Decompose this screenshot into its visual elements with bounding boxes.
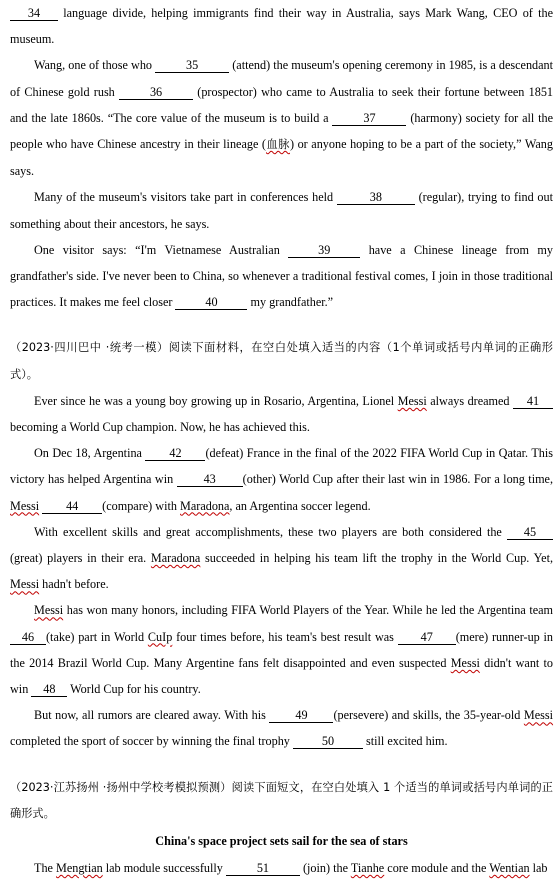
blank-48[interactable]: 48 xyxy=(31,682,67,697)
blank-34[interactable]: 34 xyxy=(10,6,58,21)
blank-51[interactable]: 51 xyxy=(226,861,300,876)
passage1-paragraph-1: Wang, one of those who 35 (attend) the museum's opening ceremony in 1985, is a descendant of Chinese gold rush 36 (prospector) who came to Australia to seek their fortune between 1851 and the late 1860s. “The core value of the museum is to build a 37 (harmony) society for all the people who have Chinese ancestry in their lineage (血脉) or anyone hoping to be a part of the society,” Wang says. xyxy=(10,58,554,179)
section2-paragraph-1: Ever since he was a young boy growing up in Rosario, Argentina, Lionel Messi always dreamed 41 becoming a World Cup champion. Now, he has achieved this. xyxy=(10,388,553,440)
section-gap-2 xyxy=(10,755,553,775)
blank-35[interactable]: 35 xyxy=(155,58,229,73)
blank-46[interactable]: 46 xyxy=(10,630,46,645)
blank-40[interactable]: 40 xyxy=(175,295,247,310)
blank-41[interactable]: 41 xyxy=(513,394,553,409)
section3-title: China's space project sets sail for the sea of stars xyxy=(155,834,408,849)
passage1-line-top: 34 language divide, helping immigrants find their way in Australia, says Mark Wang, CEO of the museum. xyxy=(10,6,554,47)
section2-paragraph-5: But now, all rumors are cleared away. With his 49 (persevere) and skills, the 35-year-old Messi completed the sport of soccer by winning the final trophy 50 still excited him. xyxy=(10,708,554,749)
section3-paragraph-1: The Mengtian lab module successfully 51 (join) the Tianhe core module and the Wentian lab xyxy=(34,861,548,876)
blank-42[interactable]: 42 xyxy=(145,446,205,461)
blank-50[interactable]: 50 xyxy=(293,734,363,749)
section2-paragraph-3: With excellent skills and great accomplishments, these two players are both considered the 45 (great) players in their era. Maradona succeeded in helping his team lift the trophy in the World Cup. Yet, Messi hadn't before. xyxy=(10,524,554,592)
blank-38[interactable]: 38 xyxy=(337,190,415,205)
passage1-paragraph-3: One visitor says: “I'm Vietnamese Australian 39 have a Chinese lineage from my grandfather's side. I've never been to China, so whenever a traditional festival comes, I join in those traditional practices. It makes me feel closer 40 my grandfather.” xyxy=(10,242,554,310)
blank-45[interactable]: 45 xyxy=(507,525,553,540)
section3-header: （2023·江苏扬州 ·扬州中学校考模拟预测）阅读下面短文，在空白处填入 1 个适当的单词或括号内单词的正确形式。 xyxy=(10,780,553,820)
section2-paragraph-2: On Dec 18, Argentina 42 (defeat) France in the final of the 2022 FIFA World Cup in Qatar. This victory has helped Argentina win 43 (other) World Cup after their last win in 1986. For a long time, Messi 44 (compare) with Maradona, an Argentina soccer legend. xyxy=(10,446,554,513)
blank-37[interactable]: 37 xyxy=(332,111,406,126)
blank-49[interactable]: 49 xyxy=(269,708,333,723)
chinese-gloss: 血脉 xyxy=(266,138,290,152)
blank-44[interactable]: 44 xyxy=(42,499,102,514)
section-gap xyxy=(10,315,553,335)
blank-43[interactable]: 43 xyxy=(177,472,243,487)
blank-47[interactable]: 47 xyxy=(398,630,456,645)
section2-header: （2023·四川巴中 ·统考一模）阅读下面材料，在空白处填入适当的内容（1个单词或括号内单词的正确形式）。 xyxy=(10,341,553,381)
passage1-paragraph-2: Many of the museum's visitors take part in conferences held 38 (regular), trying to find out something about their ancestors, he says. xyxy=(10,190,553,231)
blank-39[interactable]: 39 xyxy=(288,243,360,258)
blank-36[interactable]: 36 xyxy=(119,85,193,100)
section2-paragraph-4: Messi has won many honors, including FIFA World Players of the Year. While he led the Argentina team 46 (take) part in World CuIp four times before, his team's best result was 47 (mere) runner-up in the 2014 Brazil World Cup. Many Argentine fans felt disappointed and even suspected Messi didn't want to win 48 World Cup for his country. xyxy=(10,603,554,697)
